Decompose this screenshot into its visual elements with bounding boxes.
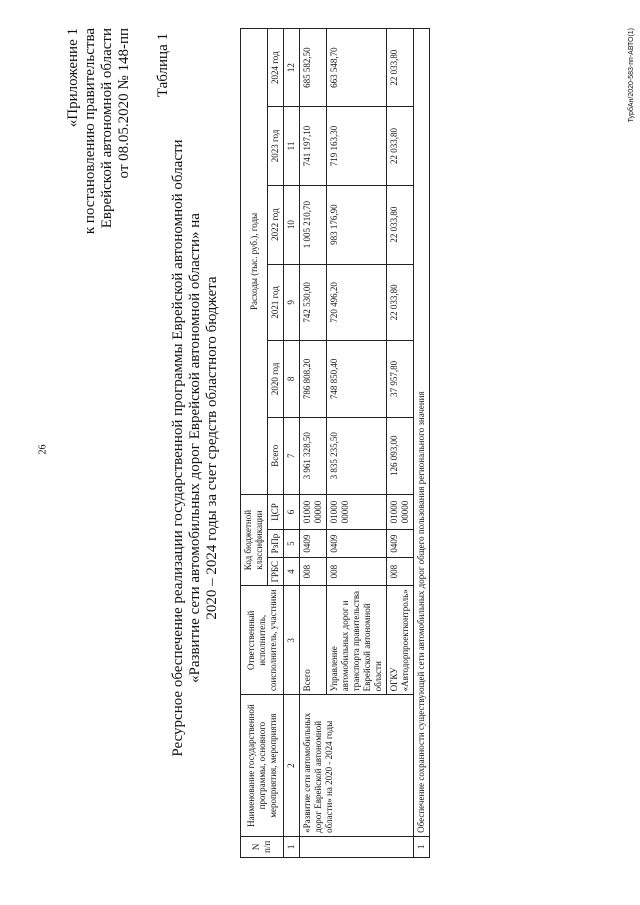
title-line-1: Ресурсное обеспечение реализации государственной программы Еврейской автономной области (170, 139, 186, 757)
col-number: 11 (284, 107, 300, 185)
header-rzpr: РзПр (268, 530, 284, 558)
rzpr-cell: 0409 (327, 530, 387, 558)
csr-cell: 01000 00000 (387, 494, 414, 529)
program-name: «Развитие сети автомобильных дорог Еврейской автономной области» на 2020 - 2024 годы (300, 695, 414, 837)
total-cell: 3 835 235,50 (327, 417, 387, 494)
col-number: 1 (284, 836, 300, 857)
header-row-1 (241, 29, 268, 858)
rzpr-cell: 0409 (387, 530, 414, 558)
header-2021: 2021 год (268, 264, 284, 341)
page-number: 26 (37, 444, 49, 455)
total-cell: 126 093,00 (387, 417, 414, 494)
col-number: 10 (284, 185, 300, 264)
grbs-cell: 008 (300, 557, 327, 585)
y2020-cell: 748 850,40 (327, 341, 387, 418)
executor-cell: Управление автомобильных дорог и транспорта правительства Еврейской автономной области (327, 586, 387, 695)
rzpr-cell: 0409 (300, 530, 327, 558)
header-2024: 2024 год (268, 29, 284, 107)
document-title (170, 18, 221, 878)
header-expenses: Расходы (тыс. руб.), годы (241, 29, 268, 495)
rotated-page-content (37, 18, 640, 878)
appendix-line-1: «Приложение 1 (65, 28, 81, 128)
y2022-cell: 983 176,90 (327, 185, 387, 264)
y2021-cell: 742 530,00 (300, 264, 327, 341)
header-executor: Ответственный исполнитель, соисполнитель, участники (241, 586, 284, 695)
executor-cell: Всего (300, 586, 327, 695)
resource-table (240, 28, 430, 858)
y2022-cell: 1 005 210,70 (300, 185, 327, 264)
table-label: Таблица 1 (155, 33, 171, 98)
appendix-line-2: к постановлению правительства (82, 28, 98, 235)
col-number: 7 (284, 417, 300, 494)
y2021-cell: 22 033,80 (387, 264, 414, 341)
column-number-row (284, 29, 300, 858)
col-number: 6 (284, 494, 300, 529)
col-number: 4 (284, 557, 300, 585)
total-cell: 3 961 328,50 (300, 417, 327, 494)
row-number (300, 836, 414, 857)
col-number: 5 (284, 530, 300, 558)
header-name: Наименование государственной программы, основного мероприятия, мероприятия (241, 695, 284, 837)
appendix-line-3: Еврейской автономной области (99, 28, 115, 229)
csr-cell: 01000 00000 (300, 494, 327, 529)
header-csr: ЦСР (268, 494, 284, 529)
header-n: N п/п (241, 836, 284, 857)
y2024-cell: 22 033,80 (387, 29, 414, 107)
y2020-cell: 786 808,20 (300, 341, 327, 418)
section-number: 1 (414, 836, 430, 857)
col-number: 9 (284, 264, 300, 341)
title-line-2: «Развитие сети автомобильных дорог Еврейской автономной области» на (187, 213, 203, 683)
executor-cell: ОГКУ «Автодорпроектконтроль» (387, 586, 414, 695)
y2021-cell: 720 496,20 (327, 264, 387, 341)
y2020-cell: 37 957,80 (387, 341, 414, 418)
y2023-cell: 741 197,10 (300, 107, 327, 185)
col-number: 2 (284, 695, 300, 837)
y2022-cell: 22 033,80 (387, 185, 414, 264)
y2023-cell: 22 033,80 (387, 107, 414, 185)
appendix-line-4: от 08.05.2020 № 148-пп (116, 28, 132, 179)
title-line-3: 2020 – 2024 годы за счет средств областного бюджета (204, 276, 220, 620)
grbs-cell: 008 (327, 557, 387, 585)
header-2023: 2023 год (268, 107, 284, 185)
section-row (414, 29, 430, 858)
col-number: 12 (284, 29, 300, 107)
grbs-cell: 008 (387, 557, 414, 585)
y2024-cell: 663 548,70 (327, 29, 387, 107)
footer-code: ТурбАн/2020-583-пп-АВТО(1) (628, 28, 635, 123)
appendix-header (65, 28, 133, 468)
header-budget-code: Код бюджетной классификации (241, 494, 268, 585)
table-row (300, 29, 327, 858)
csr-cell: 01000 00000 (327, 494, 387, 529)
y2023-cell: 719 163,30 (327, 107, 387, 185)
header-2022: 2022 год (268, 185, 284, 264)
y2024-cell: 685 582,50 (300, 29, 327, 107)
section-title: Обеспечение сохранности существующей сети автомобильных дорог общего пользования регионального значения (414, 29, 430, 837)
header-2020: 2020 год (268, 341, 284, 418)
col-number: 3 (284, 586, 300, 695)
col-number: 8 (284, 341, 300, 418)
header-total: Всего (268, 417, 284, 494)
header-grbs: ГРБС (268, 557, 284, 585)
